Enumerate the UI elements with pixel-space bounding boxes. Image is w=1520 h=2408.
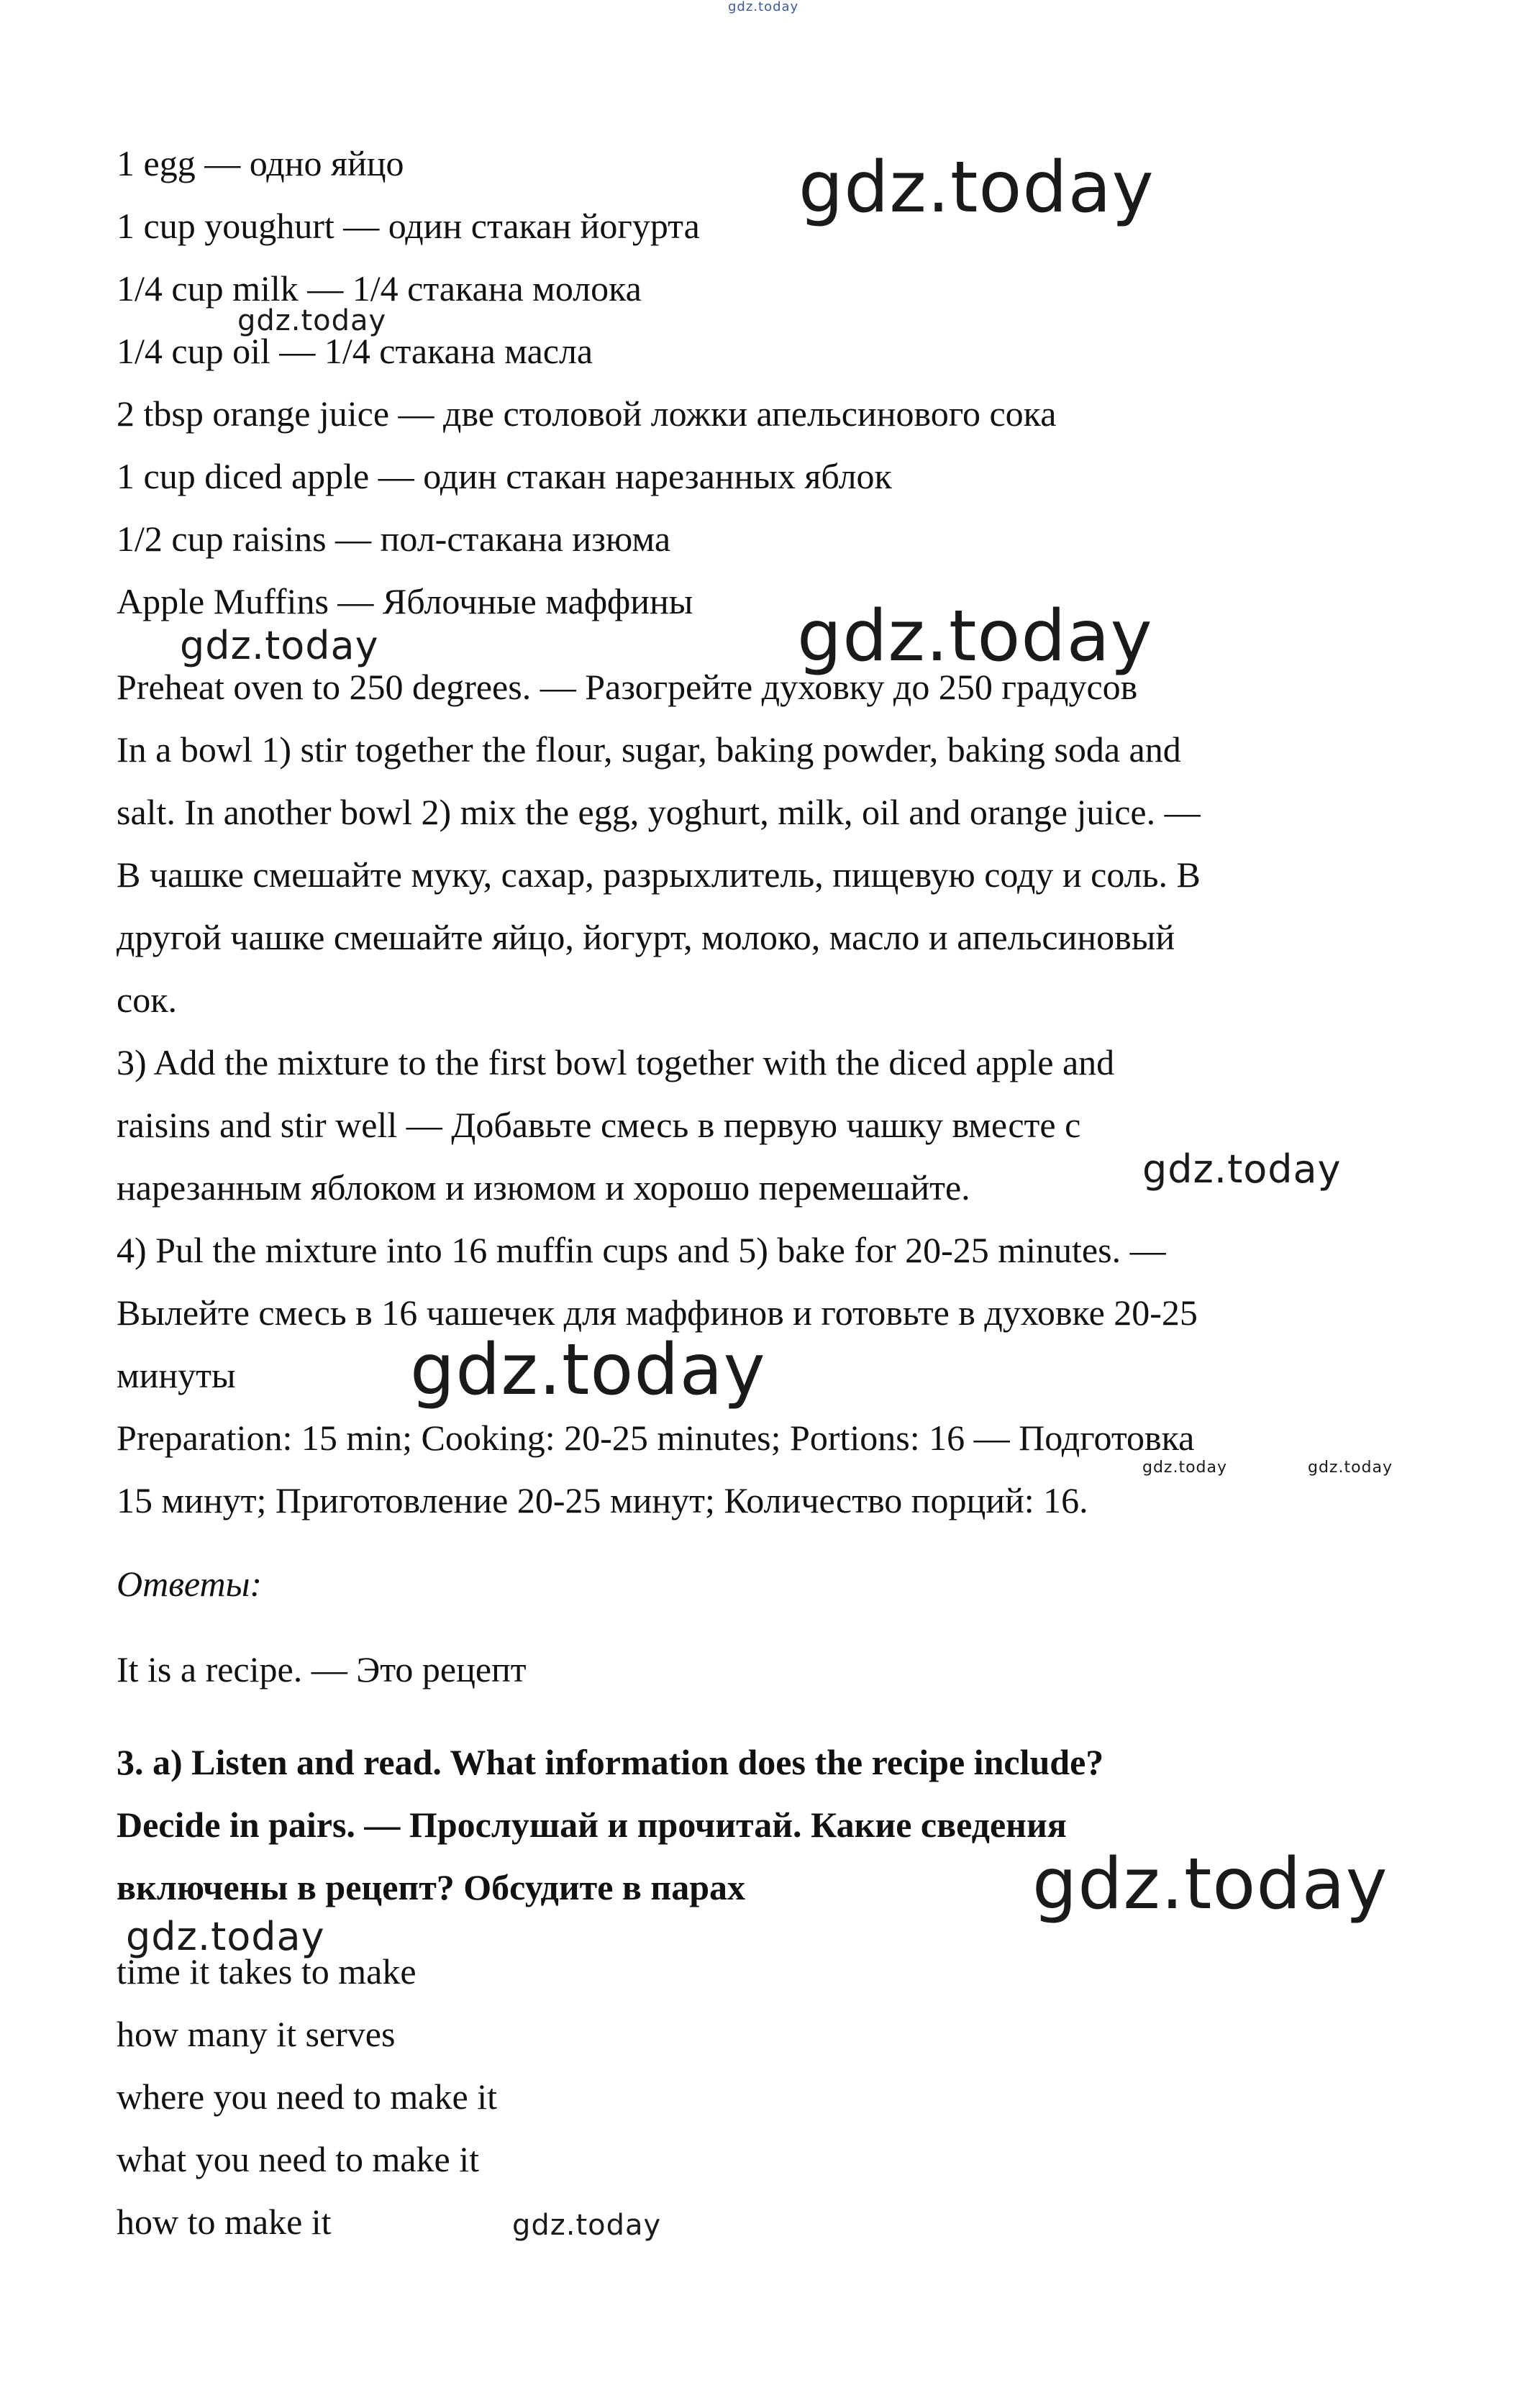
text-line: 1/4 cup oil — 1/4 стакана масла bbox=[117, 331, 593, 371]
option-item: where you need to make it bbox=[117, 2076, 497, 2117]
watermark: gdz.today bbox=[797, 596, 1153, 678]
text-line: salt. In another bowl 2) mix the egg, yoghurt, milk, oil and orange juice. — bbox=[117, 792, 1201, 832]
watermark: gdz.today bbox=[1142, 1459, 1228, 1477]
text-line: Preheat oven to 250 degrees. — Разогрейте духовку до 250 градусов bbox=[117, 667, 1138, 707]
text-line: 1/2 cup raisins — пол-стакана изюма bbox=[117, 519, 671, 559]
text-line: 1 cup youghurt — один стакан йогурта bbox=[117, 206, 700, 246]
text-line: нарезанным яблоком и изюмом и хорошо перемешайте. bbox=[117, 1167, 970, 1208]
text-line: 1 cup diced apple — один стакан нарезанных яблок bbox=[117, 456, 892, 496]
text-line: 4) Pul the mixture into 16 muffin cups and 5) bake for 20-25 minutes. — bbox=[117, 1230, 1166, 1270]
watermark: gdz.today bbox=[1032, 1843, 1388, 1925]
watermark: gdz.today bbox=[237, 304, 387, 337]
text-line: 1/4 cup milk — 1/4 стакана молока bbox=[117, 268, 642, 309]
text-line: 15 минут; Приготовление 20-25 минут; Количество порций: 16. bbox=[117, 1480, 1088, 1520]
watermark: gdz.today bbox=[728, 0, 799, 14]
text-line: В чашке смешайте муку, сахар, разрыхлитель, пищевую соду и соль. В bbox=[117, 854, 1201, 895]
task-heading: включены в рецепт? Обсудите в парах bbox=[117, 1867, 746, 1907]
option-item: what you need to make it bbox=[117, 2139, 480, 2179]
recipe-title: Apple Muffins — Яблочные маффины bbox=[117, 581, 693, 621]
text-line: 3) Add the mixture to the first bowl together with the diced apple and bbox=[117, 1042, 1115, 1082]
text-line: raisins and stir well — Добавьте смесь в первую чашку вместе с bbox=[117, 1105, 1081, 1145]
answers-label: Ответы: bbox=[117, 1564, 263, 1604]
watermark: gdz.today bbox=[180, 623, 379, 668]
watermark: gdz.today bbox=[410, 1329, 766, 1411]
text-line: другой чашке смешайте яйцо, йогурт, молоко, масло и апельсиновый bbox=[117, 917, 1175, 957]
task-heading: 3. a) Listen and read. What information does the recipe include? bbox=[117, 1742, 1104, 1782]
watermark: gdz.today bbox=[512, 2209, 662, 2242]
text-line: минуты bbox=[117, 1355, 236, 1395]
text-line: 2 tbsp orange juice — две столовой ложки апельсинового сока bbox=[117, 393, 1057, 434]
task-heading: Decide in pairs. — Прослушай и прочитай. Какие сведения bbox=[117, 1805, 1067, 1845]
option-item: how many it serves bbox=[117, 2014, 396, 2054]
text-line: 1 egg — одно яйцо bbox=[117, 143, 404, 183]
watermark: gdz.today bbox=[126, 1914, 325, 1959]
text-line: Preparation: 15 min; Cooking: 20-25 minutes; Portions: 16 — Подготовка bbox=[117, 1418, 1195, 1458]
option-item: time it takes to make bbox=[117, 1951, 417, 1992]
answer-text: It is a recipe. — Это рецепт bbox=[117, 1649, 527, 1689]
watermark: gdz.today bbox=[1142, 1146, 1342, 1192]
text-line: Вылейте смесь в 16 чашечек для маффинов и готовьте в духовке 20-25 bbox=[117, 1292, 1198, 1333]
watermark: gdz.today bbox=[1308, 1459, 1393, 1477]
option-item: how to make it bbox=[117, 2202, 332, 2242]
text-line: сок. bbox=[117, 980, 177, 1020]
watermark: gdz.today bbox=[798, 147, 1155, 229]
text-line: In a bowl 1) stir together the flour, sugar, baking powder, baking soda and bbox=[117, 729, 1181, 770]
